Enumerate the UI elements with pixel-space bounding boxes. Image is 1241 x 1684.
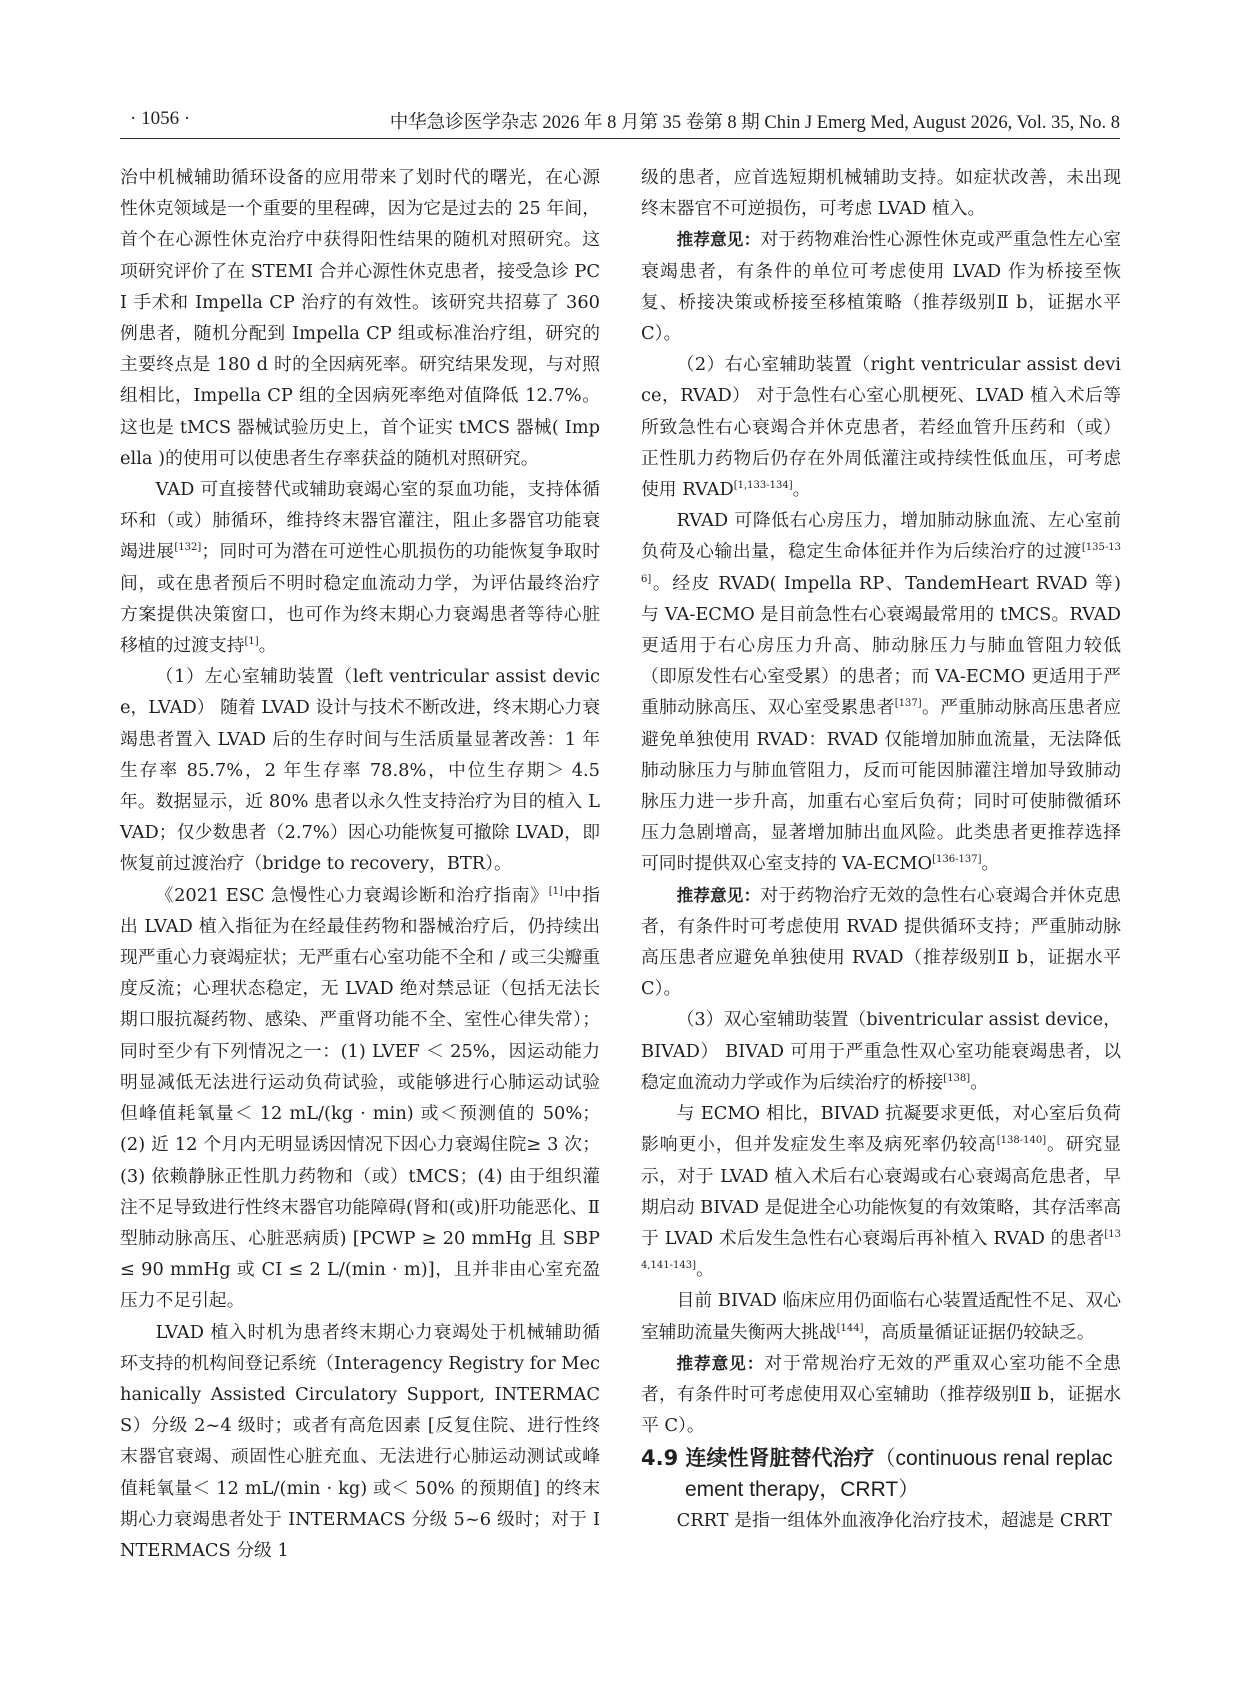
recommendation-label: 推荐意见：	[676, 1353, 765, 1373]
page-number: · 1056 ·	[130, 108, 191, 129]
recommendation-rvad: 推荐意见：对于药物治疗无效的急性右心衰竭合并休克患者，有条件时可考虑使用 RVAD 提供循环支持；严重肺动脉高压患者应避免单独使用 RVAD（推荐级别Ⅱ b，证据水平 C）。	[641, 884, 1121, 1000]
section-title-cn: 连续性肾脏替代治疗	[685, 1446, 875, 1471]
section-number: 4.9	[641, 1446, 679, 1471]
citation: [138-140]	[996, 1135, 1047, 1147]
citation: [134,141-143]	[641, 1228, 1121, 1272]
citation: [135-136]	[641, 542, 1121, 585]
recommendation-label: 推荐意见：	[676, 885, 761, 905]
recommendation-lvad: 推荐意见：对于药物难治性心源性休克或严重急性左心室衰竭患者，有条件的单位可考虑使用 LVAD 作为桥接至恢复、桥接决策或桥接至移植策略（推荐级别Ⅱ b，证据水平 C）。	[641, 229, 1121, 345]
citation: [137]	[894, 698, 922, 710]
paragraph-impella-trial: 治中机械辅助循环设备的应用带来了划时代的曙光，在心源性休克领域是一个重要的里程碑，因为它是过去的 25 年间，首个在心源性休克治疗中获得阳性结果的随机对照研究。这项研究评价了在 STEMI 合并心源性休克患者，接受急诊 PCI 手术和 Impella CP 治疗的有效性。该研究共招募了 360 例患者，随机分配到 Impella CP 组或标准治疗组，研究的主要终点是 180 d 时的全因病死率。研究结果发现，与对照组相比，Impella CP 组的全因病死率绝对值降低 12.7%。这也是 tMCS 器械试验历史上，首个证实 tMCS 器械( Impella )的使用可以使患者生存率获益的随机对照研究。	[120, 167, 600, 469]
citation: [144]	[836, 1322, 864, 1334]
paragraph-rvad-effects: RVAD 可降低右心房压力，增加肺动脉血流、左心室前负荷及心输出量，稳定生命体征并作为后续治疗的过渡[135-136]。经皮 RVAD( Impella RP、TandemHeart RVAD 等) 与 VA-ECMO 是目前急性右心衰竭最常用的 tMCS。RVAD 更适用于右心房压力升高、肺动脉压力与肺血管阻力较低（即原发性右心室受累）的患者；而 VA-ECMO 更适用于严重肺动脉高压、双心室受累患者[137]。严重肺动脉高压患者应避免单独使用 RVAD：RVAD 仅能增加肺血流量，无法降低肺动脉压力与肺血管阻力，反而可能因肺灌注增加导致肺动脉压力进一步升高，加重右心室后负荷；同时可使肺微循环压力急剧增高，显著增加肺出血风险。此类患者更推荐选择可同时提供双心室支持的 VA-ECMO[136-137]。	[641, 510, 1121, 875]
citation: [132]	[174, 542, 202, 554]
paragraph-vad-intro: VAD 可直接替代或辅助衰竭心室的泵血功能，支持体循环和（或）肺循环，维持终末器官灌注，阻止多器官功能衰竭进展[132]；同时可为潜在可逆性心肌损伤的功能恢复争取时间，或在患者预后不明时稳定血流动力学，为评估最终治疗方案提供决策窗口，也可作为终末期心力衰竭患者等待心脏移植的过渡支持[1]。	[120, 479, 600, 657]
section-heading-crrt	[641, 1443, 1121, 1505]
right-column	[641, 162, 1121, 1537]
citation: [1]	[244, 636, 259, 648]
journal-citation: 中华急诊医学杂志 2026 年 8 月第 35 卷第 8 期 Chin J Emerg Med, August 2026, Vol. 35, No. 8	[389, 113, 1120, 133]
paragraph-rvad: （2）右心室辅助装置（right ventricular assist device，RVAD） 对于急性右心室心肌梗死、LVAD 植入术后等所致急性右心衰竭合并休克患者，若经血管升压药和（或）正性肌力药物后仍存在外周低灌注或持续性低血压，可考虑使用 RVAD[1,133-134]。	[641, 354, 1121, 501]
paragraph-lvad: （1）左心室辅助装置（left ventricular assist device，LVAD） 随着 LVAD 设计与技术不断改进，终末期心力衰竭患者置入 LVAD 后的生存时间与生活质量显著改善：1 年生存率 85.7%，2 年生存率 78.8%，中位生存期＞ 4.5 年。数据显示，近 80% 患者以永久性支持治疗为目的植入 LVAD；仅少数患者（2.7%）因心功能恢复可撤除 LVAD，即恢复前过渡治疗（bridge to recovery，BTR）。	[120, 666, 600, 875]
paragraph-intermacs-cont: 级的患者，应首选短期机械辅助支持。如症状改善，未出现终末器官不可逆损伤，可考虑 LVAD 植入。	[641, 167, 1121, 220]
paragraph-bivad-ecmo: 与 ECMO 相比，BIVAD 抗凝要求更低，对心室后负荷影响更小，但并发症发生率及病死率仍较高[138-140]。研究显示，对于 LVAD 植入术后右心衰竭或右心衰竭高危患者，早期启动 BIVAD 是促进全心功能恢复的有效策略，其存活率高于 LVAD 术后发生急性右心衰竭后再补植入 RVAD 的患者[134,141-143]。	[641, 1103, 1121, 1281]
recommendation-label: 推荐意见：	[676, 230, 761, 250]
paragraph-crrt-intro: CRRT 是指一组体外血液净化治疗技术，超滤是 CRRT	[676, 1510, 1112, 1532]
citation: [138]	[943, 1072, 971, 1084]
citation: [136-137]	[932, 854, 982, 866]
paragraph-bivad-challenges: 目前 BIVAD 临床应用仍面临右心装置适配性不足、双心室辅助流量失衡两大挑战[144]，高质量循证证据仍较缺乏。	[641, 1290, 1121, 1343]
paragraph-bivad: （3）双心室辅助装置（biventricular assist device，BIVAD） BIVAD 可用于严重急性双心室功能衰竭患者，以稳定血流动力学或作为后续治疗的桥接[138]。	[641, 1009, 1121, 1093]
section-title-en: （continuous renal replacement therapy，CRRT）	[685, 1447, 1113, 1502]
paragraph-lvad-timing: LVAD 植入时机为患者终末期心力衰竭处于机械辅助循环支持的机构间登记系统（Interagency Registry for Mechanically Assisted Circulatory Support, INTERMACS）分级 2~4 级时；或者有高危因素 [反复住院、进行性终末器官衰竭、顽固性心脏充血、无法进行心肺运动测试或峰值耗氧量＜ 12 mL/(min · kg) 或＜ 50% 的预期值] 的终末期心力衰竭患者处于 INTERMACS 分级 5~6 级时；对于 INTERMACS 分级 1	[120, 1321, 600, 1561]
citation: [1]	[548, 885, 563, 897]
recommendation-bivad: 推荐意见：对于常规治疗无效的严重双心室功能不全患者，有条件时可考虑使用双心室辅助（推荐级别Ⅱ b，证据水平 C）。	[641, 1352, 1121, 1437]
left-column	[120, 162, 600, 1566]
citation: [1,133-134]	[733, 480, 793, 492]
paragraph-esc-guideline: 《2021 ESC 急慢性心力衰竭诊断和治疗指南》[1]中指出 LVAD 植入指征为在经最佳药物和器械治疗后，仍持续出现严重心力衰竭症状；无严重右心室功能不全和 / 或三尖瓣重度反流；心理状态稳定，无 LVAD 绝对禁忌证（包括无法长期口服抗凝药物、感染、严重肾功能不全、室性心律失常）；同时至少有下列情况之一：(1) LVEF ＜ 25%，因运动能力明显减低无法进行运动负荷试验，或能够进行心肺运动试验但峰值耗氧量＜ 12 mL/(kg · min) 或＜预测值的 50%；(2) 近 12 个月内无明显诱因情况下因心力衰竭住院≥ 3 次；(3) 依赖静脉正性肌力药物和（或）tMCS；(4) 由于组织灌注不足导致进行性终末器官功能障碍(肾和(或)肝功能恶化、Ⅱ型肺动脉高压、心脏恶病质) [PCWP ≥ 20 mmHg 且 SBP ≤ 90 mmHg 或 CI ≤ 2 L/(min · m)]，且并非由心室充盈压力不足引起。	[120, 884, 600, 1312]
running-header	[120, 108, 1120, 139]
